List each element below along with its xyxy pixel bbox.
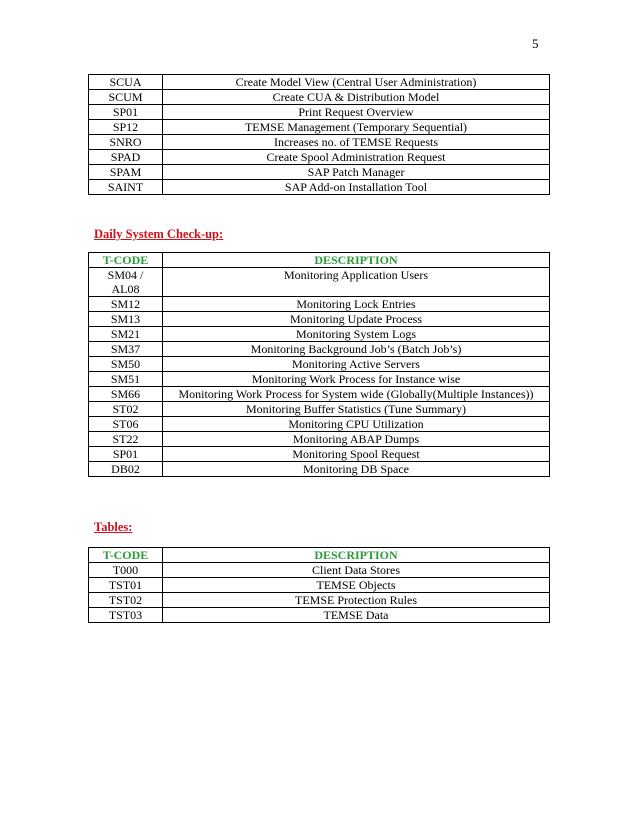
table-header-row <box>89 253 550 268</box>
description-cell: TEMSE Data <box>163 608 550 623</box>
description-cell: Monitoring CPU Utilization <box>163 417 550 432</box>
section-heading-tables: Tables: <box>94 520 133 534</box>
page-number: 5 <box>532 36 539 51</box>
tcode-cell: SCUM <box>89 90 163 105</box>
table-row <box>89 372 550 387</box>
table-header-row <box>89 548 550 563</box>
tcode-cell: SM66 <box>89 387 163 402</box>
tcode-cell: SP01 <box>89 447 163 462</box>
description-cell: Client Data Stores <box>163 563 550 578</box>
tcode-cell: ST22 <box>89 432 163 447</box>
table-row <box>89 327 550 342</box>
description-cell: Monitoring Work Process for System wide (Globally(Multiple Instances)) <box>163 387 550 402</box>
tcode-cell: TST01 <box>89 578 163 593</box>
description-cell: Create CUA & Distribution Model <box>163 90 550 105</box>
description-cell: Monitoring Spool Request <box>163 447 550 462</box>
table-row <box>89 462 550 477</box>
table-row <box>89 150 550 165</box>
tcode-table-daily-check <box>88 252 550 477</box>
tcode-cell: T000 <box>89 563 163 578</box>
tcode-table-admin <box>88 74 550 195</box>
table-body <box>89 563 550 623</box>
description-cell: Create Model View (Central User Administration) <box>163 75 550 90</box>
tcode-cell: SM04 / AL08 <box>89 268 163 297</box>
table-row <box>89 402 550 417</box>
tcode-table-tables <box>88 547 550 623</box>
tcode-cell: TST03 <box>89 608 163 623</box>
description-cell: TEMSE Management (Temporary Sequential) <box>163 120 550 135</box>
table-row <box>89 75 550 90</box>
tcode-cell: SP01 <box>89 105 163 120</box>
table-row <box>89 120 550 135</box>
column-header-description: DESCRIPTION <box>163 548 550 563</box>
description-cell: Create Spool Administration Request <box>163 150 550 165</box>
tcode-cell: SAINT <box>89 180 163 195</box>
description-cell: Monitoring DB Space <box>163 462 550 477</box>
column-header-tcode: T-CODE <box>89 548 163 563</box>
table-row <box>89 387 550 402</box>
table-row <box>89 357 550 372</box>
column-header-description: DESCRIPTION <box>163 253 550 268</box>
description-cell: Monitoring Lock Entries <box>163 297 550 312</box>
tcode-cell: SM13 <box>89 312 163 327</box>
description-cell: TEMSE Objects <box>163 578 550 593</box>
description-cell: Monitoring Background Job’s (Batch Job’s) <box>163 342 550 357</box>
description-cell: TEMSE Protection Rules <box>163 593 550 608</box>
table-row <box>89 135 550 150</box>
tcode-cell: SM12 <box>89 297 163 312</box>
column-header-tcode: T-CODE <box>89 253 163 268</box>
table-row <box>89 297 550 312</box>
description-cell: SAP Add-on Installation Tool <box>163 180 550 195</box>
description-cell: Monitoring Work Process for Instance wise <box>163 372 550 387</box>
tcode-cell: SM51 <box>89 372 163 387</box>
table-row <box>89 608 550 623</box>
description-cell: Monitoring ABAP Dumps <box>163 432 550 447</box>
table-row <box>89 563 550 578</box>
table-row <box>89 578 550 593</box>
tcode-cell: ST02 <box>89 402 163 417</box>
description-cell: Monitoring System Logs <box>163 327 550 342</box>
table-row <box>89 90 550 105</box>
table-row <box>89 165 550 180</box>
table-row <box>89 312 550 327</box>
tcode-cell: SPAM <box>89 165 163 180</box>
description-cell: SAP Patch Manager <box>163 165 550 180</box>
tcode-cell: TST02 <box>89 593 163 608</box>
tcode-cell: DB02 <box>89 462 163 477</box>
tcode-cell: SPAD <box>89 150 163 165</box>
tcode-cell: SM37 <box>89 342 163 357</box>
tcode-cell: ST06 <box>89 417 163 432</box>
table-body <box>89 268 550 477</box>
table-row <box>89 432 550 447</box>
table-row <box>89 593 550 608</box>
description-cell: Monitoring Update Process <box>163 312 550 327</box>
table-row <box>89 417 550 432</box>
tcode-cell: SNRO <box>89 135 163 150</box>
table-row <box>89 180 550 195</box>
description-cell: Monitoring Active Servers <box>163 357 550 372</box>
section-heading-daily-check: Daily System Check-up: <box>94 227 224 241</box>
description-cell: Increases no. of TEMSE Requests <box>163 135 550 150</box>
table-body <box>89 75 550 195</box>
table-row <box>89 268 550 297</box>
tcode-cell: SP12 <box>89 120 163 135</box>
tcode-cell: SM21 <box>89 327 163 342</box>
description-cell: Monitoring Buffer Statistics (Tune Summary) <box>163 402 550 417</box>
table-row <box>89 105 550 120</box>
tcode-cell: SM50 <box>89 357 163 372</box>
description-cell: Print Request Overview <box>163 105 550 120</box>
description-cell: Monitoring Application Users <box>163 268 550 297</box>
table-row <box>89 447 550 462</box>
table-row <box>89 342 550 357</box>
tcode-cell: SCUA <box>89 75 163 90</box>
